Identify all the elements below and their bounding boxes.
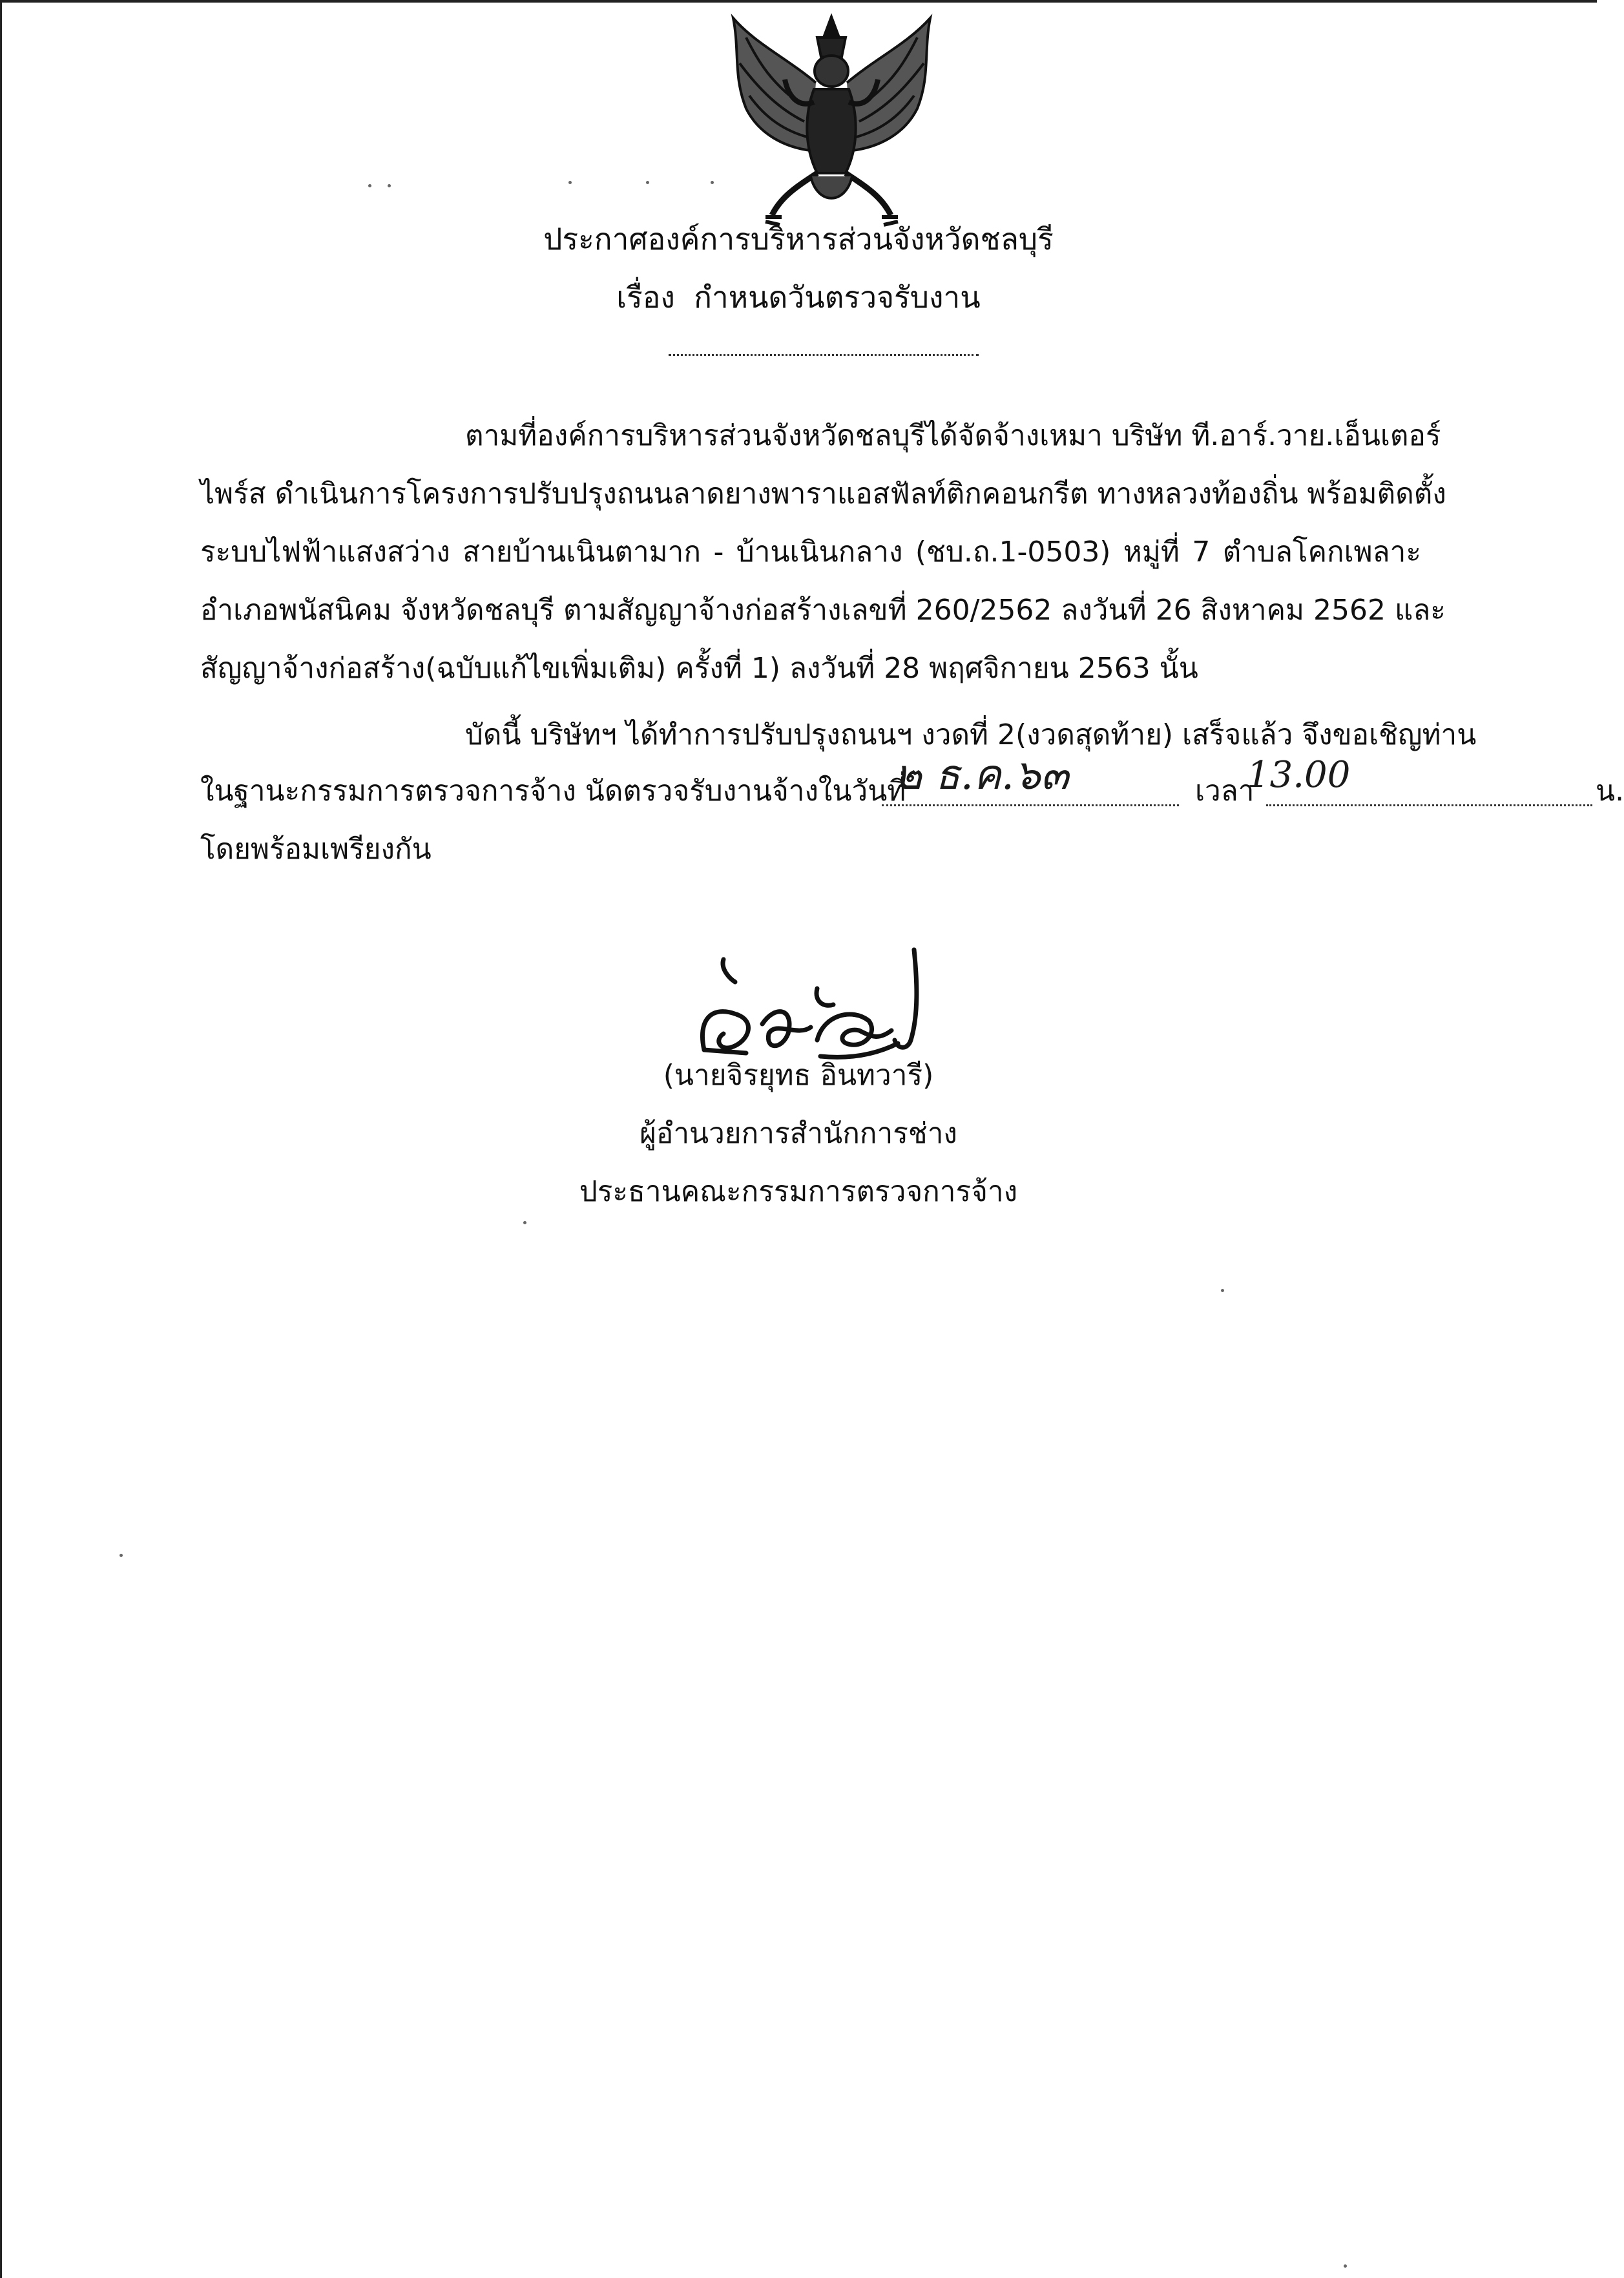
scan-speck: [646, 181, 649, 184]
time-unit: น.: [1596, 775, 1624, 808]
subject-label: เรื่อง: [616, 280, 675, 315]
handwritten-time: 13.00: [1247, 754, 1351, 796]
paragraph2-line1: บัดนี้ บริษัทฯ ได้ทำการปรับปรุงถนนฯ งวดที่ 2(งวดสุดท้าย) เสร็จแล้ว จึงขอเชิญท่าน: [465, 718, 1477, 751]
signatory-role: ประธานคณะกรรมการตรวจการจ้าง: [579, 1175, 1018, 1208]
time-label: เวลา: [1195, 775, 1254, 808]
paragraph1-line1: ตามที่องค์การบริหารส่วนจังหวัดชลบุรีได้จัดจ้างเหมา บริษัท ที.อาร์.วาย.เอ็นเตอร์: [465, 419, 1441, 452]
announcement-subject: [0, 278, 1597, 317]
scan-speck: [1344, 2264, 1347, 2268]
announcement-title: ประกาศองค์การบริหารส่วนจังหวัดชลบุรี: [543, 222, 1054, 256]
signatory-position: ผู้อำนวยการสำนักการช่าง: [640, 1117, 957, 1150]
paragraph1-line5: สัญญาจ้างก่อสร้าง(ฉบับแก้ไขเพิ่มเติม) ครั้งที่ 1) ลงวันที่ 28 พฤศจิกายน 2563 นั้น: [200, 652, 1198, 685]
paragraph1-line3: ระบบไฟฟ้าแสงสว่าง สายบ้านเนินตามาก - บ้านเนินกลาง (ชบ.ถ.1-0503) หมู่ที่ 7 ตำบลโคกเพลาะ: [200, 536, 1421, 569]
paragraph2-line3: โดยพร้อมเพรียงกัน: [200, 833, 432, 866]
time-fill-dots: [1266, 804, 1592, 806]
date-fill-dots: [882, 804, 1179, 806]
scan-speck: [388, 184, 391, 187]
scan-speck: [711, 181, 714, 184]
subject-text: กำหนดวันตรวจรับงาน: [694, 280, 981, 315]
header-divider: [669, 354, 979, 356]
scan-speck: [523, 1221, 526, 1224]
garuda-emblem-icon: [720, 12, 943, 235]
page-border-top: [0, 0, 1597, 3]
paragraph1-line4: อำเภอพนัสนิคม จังหวัดชลบุรี ตามสัญญาจ้างก่อสร้างเลขที่ 260/2562 ลงวันที่ 26 สิงหาคม 2562 และ: [200, 594, 1446, 627]
scan-speck: [368, 184, 371, 187]
appointment-prefix: ในฐานะกรรมการตรวจการจ้าง นัดตรวจรับงานจ้างในวันที่: [200, 775, 906, 808]
paragraph1-line2: ไพร์ส ดำเนินการโครงการปรับปรุงถนนลาดยางพาราแอสฟัลท์ติกคอนกรีต ทางหลวงท้องถิ่น พร้อมติดตั้ง: [200, 477, 1446, 510]
appointment-row: [200, 772, 1624, 817]
scan-speck: [1221, 1289, 1224, 1292]
scan-speck: [568, 181, 572, 184]
handwritten-signature-icon: [685, 943, 956, 1072]
handwritten-date: ๒ ธ.ค.๖๓: [895, 751, 1069, 799]
signatory-name: (นายจิรยุทธ อินทวารี): [663, 1059, 934, 1092]
scan-speck: [120, 1554, 123, 1557]
